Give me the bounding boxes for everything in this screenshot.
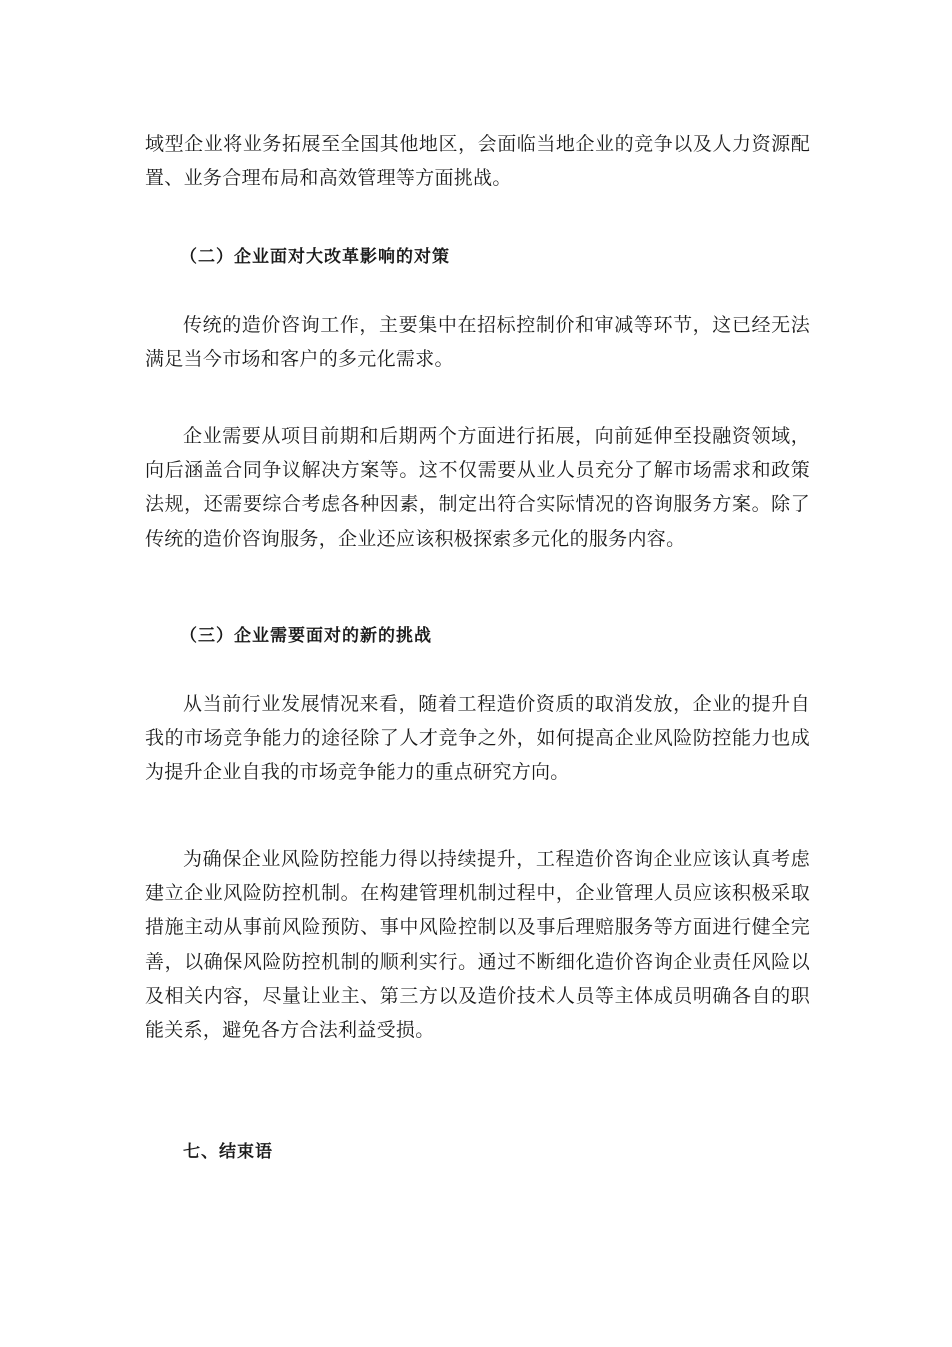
paragraph-traditional-consulting: 传统的造价咨询工作，主要集中在招标控制价和审减等环节，这已经无法满足当今市场和客户的多元化需求。 bbox=[145, 314, 810, 371]
chapter-heading-conclusion: 七、结束语 bbox=[183, 1142, 273, 1162]
paragraph-continued: 域型企业将业务拓展至全国其他地区，会面临当地企业的竞争以及人力资源配置、业务合理布局和高效管理等方面挑战。 bbox=[145, 133, 810, 190]
paragraph-risk-control: 为确保企业风险防控能力得以持续提升，工程造价咨询企业应该认真考虑建立企业风险防控机制。在构建管理机制过程中，企业管理人员应该积极采取措施主动从事前风险预防、事中风险控制以及事后理赔服务等方面进行健全完善，以确保风险防控机制的顺利实行。通过不断细化造价咨询企业责任风险以及相关内容，尽量让业主、第三方以及造价技术人员等主体成员明确各自的职能关系，避免各方合法利益受损。 bbox=[145, 848, 810, 1042]
paragraph-industry-development: 从当前行业发展情况来看，随着工程造价资质的取消发放，企业的提升自我的市场竞争能力的途径除了人才竞争之外，如何提高企业风险防控能力也成为提升企业自我的市场竞争能力的重点研究方向。 bbox=[145, 693, 810, 784]
paragraph-business-expansion: 企业需要从项目前期和后期两个方面进行拓展，向前延伸至投融资领域，向后涵盖合同争议解决方案等。这不仅需要从业人员充分了解市场需求和政策法规，还需要综合考虑各种因素，制定出符合实际情况的咨询服务方案。除了传统的造价咨询服务，企业还应该积极探索多元化的服务内容。 bbox=[145, 425, 810, 550]
section-heading-new-challenges: （三）企业需要面对的新的挑战 bbox=[180, 626, 432, 646]
section-heading-countermeasures: （二）企业面对大改革影响的对策 bbox=[180, 247, 450, 267]
